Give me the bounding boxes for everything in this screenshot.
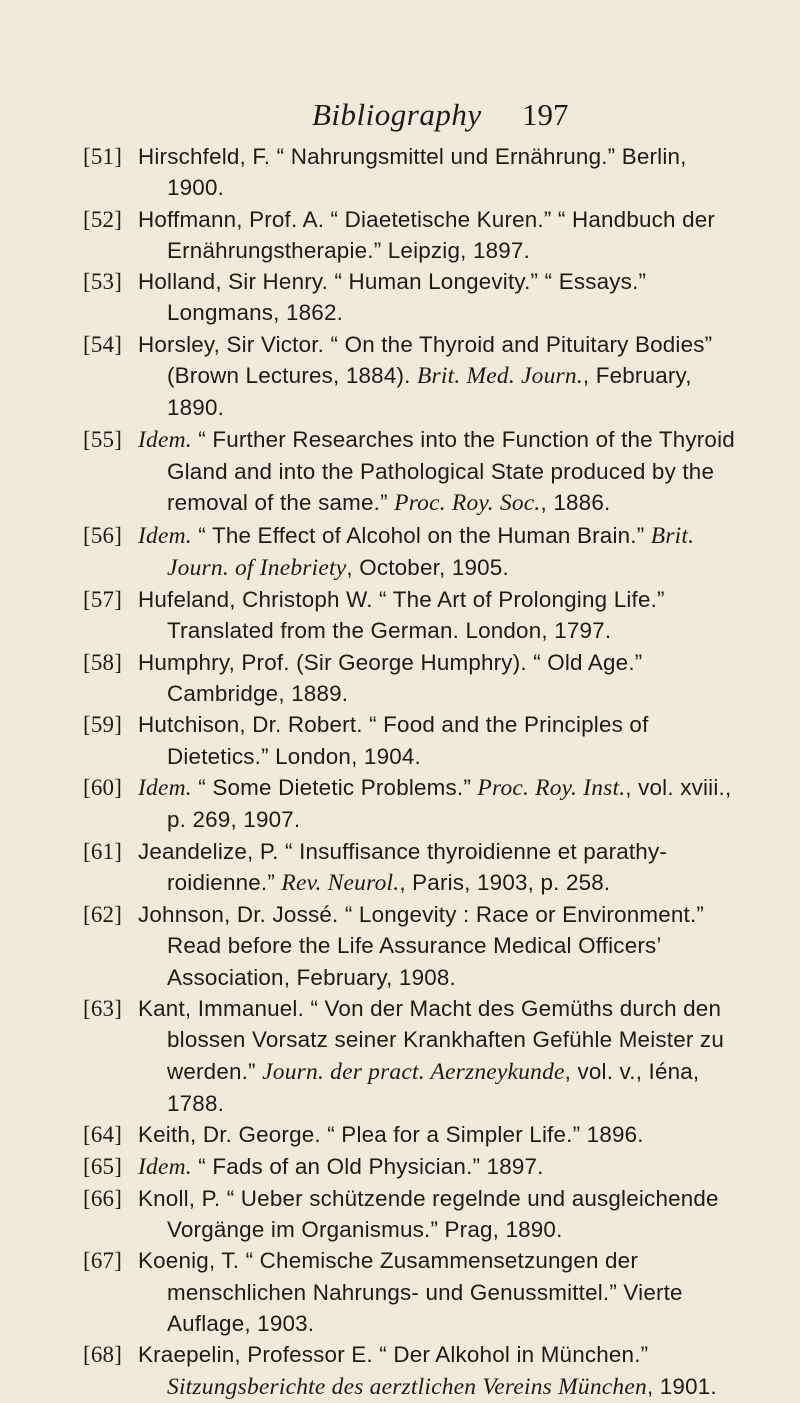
entry-text: , vol. v., Iéna, 1788. bbox=[167, 1058, 700, 1116]
bibliography-entry bbox=[0, 329, 800, 424]
bibliography-entry bbox=[0, 520, 800, 585]
entry-italic-text: Idem. bbox=[138, 1153, 192, 1180]
entry-text: , 1886. bbox=[540, 490, 611, 516]
bibliography-entry bbox=[0, 204, 800, 267]
entry-italic-text: Proc. Roy. Soc. bbox=[394, 490, 541, 517]
entry-number: [61] bbox=[83, 838, 123, 864]
entry-text: “ Further Researches into the Function of the Thyroid Gland and into the Pathological State produced by the removal of the same.” bbox=[167, 426, 735, 516]
entry-text: Hufeland, Christoph W. “ The Art of Prolonging Life.” Translated from the German. London, 1797. bbox=[138, 587, 665, 644]
page-number: 197 bbox=[522, 97, 569, 132]
bibliography-entry bbox=[0, 836, 800, 900]
entry-italic-text: Brit. Med. Journ. bbox=[416, 363, 583, 390]
entry-italic-text: Idem. bbox=[138, 774, 192, 801]
entry-text: Johnson, Dr. Jossé. “ Longevity : Race or Environment.” Read before the Life Assurance Medical Officers’ Association, February, 1908. bbox=[138, 902, 705, 990]
entry-number: [68] bbox=[83, 1342, 123, 1368]
entry-number: [56] bbox=[83, 522, 123, 548]
entry-italic-text: Idem. bbox=[138, 426, 192, 453]
entry-italic-text: Idem. bbox=[138, 522, 192, 549]
entry-number: [52] bbox=[83, 206, 123, 232]
entry-text: “ Fads of an Old Physician.” 1897. bbox=[191, 1153, 544, 1179]
entry-text: , October, 1905. bbox=[346, 554, 509, 580]
entry-text: , Paris, 1903, p. 258. bbox=[399, 869, 611, 895]
bibliography-entry bbox=[0, 1339, 800, 1403]
entry-number: [51] bbox=[83, 144, 123, 169]
entry-number: [64] bbox=[83, 1122, 123, 1148]
bibliography-entry bbox=[0, 993, 800, 1119]
bibliography-entry bbox=[0, 141, 800, 204]
entry-italic-text: Proc. Roy. Inst. bbox=[477, 774, 626, 801]
entry-italic-text: Journ. der pract. Aerzneykunde bbox=[262, 1058, 565, 1085]
entry-text: Humphry, Prof. (Sir George Humphry). “ Old Age.” Cambridge, 1889. bbox=[138, 649, 643, 707]
entry-text: Kant, Immanuel. “ Von der Macht des Gemüths durch den blossen Vorsatz seiner Krankhaften Gefühle Meister zu werden.” bbox=[138, 996, 724, 1084]
entry-text: Keith, Dr. George. “ Plea for a Simpler Life.” 1896. bbox=[138, 1122, 644, 1148]
entry-number: [59] bbox=[83, 712, 123, 738]
entry-text: , vol. xviii., p. 269, 1907. bbox=[167, 774, 732, 833]
entry-number: [55] bbox=[83, 426, 123, 452]
entry-text: , February, 1890. bbox=[167, 363, 692, 421]
entry-number: [67] bbox=[83, 1248, 123, 1274]
running-title: Bibliography bbox=[312, 97, 482, 132]
entry-text: “ Some Dietetic Problems.” bbox=[191, 774, 478, 800]
entry-text: Horsley, Sir Victor. “ On the Thyroid and Pituitary Bodies” (Brown Lectures, 1884). bbox=[138, 331, 713, 389]
entry-text: Koenig, T. “ Chemische Zusammensetzungen der menschlichen Nahrungs- und Genussmittel.” Vierte Auflage, 1903. bbox=[138, 1248, 683, 1336]
bibliography-entry bbox=[0, 772, 800, 836]
bibliography-entry bbox=[0, 424, 800, 520]
entry-number: [58] bbox=[83, 649, 123, 675]
entry-text: Kraepelin, Professor E. “ Der Alkohol in München.” bbox=[138, 1342, 649, 1368]
entry-text: Hutchison, Dr. Robert. “ Food and the Principles of Dietetics.” London, 1904. bbox=[138, 712, 649, 769]
entry-text: , 1901. bbox=[646, 1373, 717, 1399]
bibliography-entry bbox=[0, 1119, 800, 1150]
entry-number: [62] bbox=[83, 902, 123, 928]
entry-number: [63] bbox=[83, 996, 123, 1022]
entry-text: Holland, Sir Henry. “ Human Longevity.” “ Essays.” Longmans, 1862. bbox=[138, 269, 647, 326]
bibliography-entry bbox=[0, 899, 800, 993]
entry-number: [65] bbox=[83, 1153, 123, 1179]
entry-number: [53] bbox=[83, 269, 123, 295]
page-header bbox=[0, 97, 800, 137]
entry-text: “ The Effect of Alcohol on the Human Brain.” bbox=[191, 522, 651, 548]
entry-italic-text: Rev. Neurol. bbox=[281, 869, 400, 896]
entry-number: [57] bbox=[83, 587, 123, 613]
entry-number: [66] bbox=[83, 1185, 123, 1211]
entry-text: Jeandelize, P. “ Insuffisance thyroidienne et parathyroidienne.” bbox=[138, 838, 667, 895]
entry-number: [54] bbox=[83, 331, 123, 357]
bibliography-list bbox=[0, 141, 800, 1403]
bibliography-entry bbox=[0, 1151, 800, 1183]
entry-italic-text: Sitzungsberichte des aerztlichen Vereins München bbox=[167, 1373, 647, 1400]
entry-text: Hirschfeld, F. “ Nahrungsmittel und Ernährung.” Berlin, 1900. bbox=[138, 144, 687, 201]
entry-text: Knoll, P. “ Ueber schützende regelnde und ausgleichende Vorgänge im Organismus.” Prag, 1890. bbox=[138, 1185, 719, 1243]
bibliography-entry bbox=[0, 647, 800, 710]
bibliography-entry bbox=[0, 709, 800, 772]
bibliography-entry bbox=[0, 584, 800, 647]
entry-number: [60] bbox=[83, 774, 123, 800]
bibliography-entry bbox=[0, 1183, 800, 1246]
entry-italic-text: Brit. Journ. of Inebriety bbox=[167, 522, 695, 581]
bibliography-entry bbox=[0, 1245, 800, 1339]
entry-text: Hoffmann, Prof. A. “ Diaetetische Kuren.” “ Handbuch der Ernährungstherapie.” Leipzig, 1897. bbox=[138, 206, 716, 263]
bibliography-entry bbox=[0, 266, 800, 329]
